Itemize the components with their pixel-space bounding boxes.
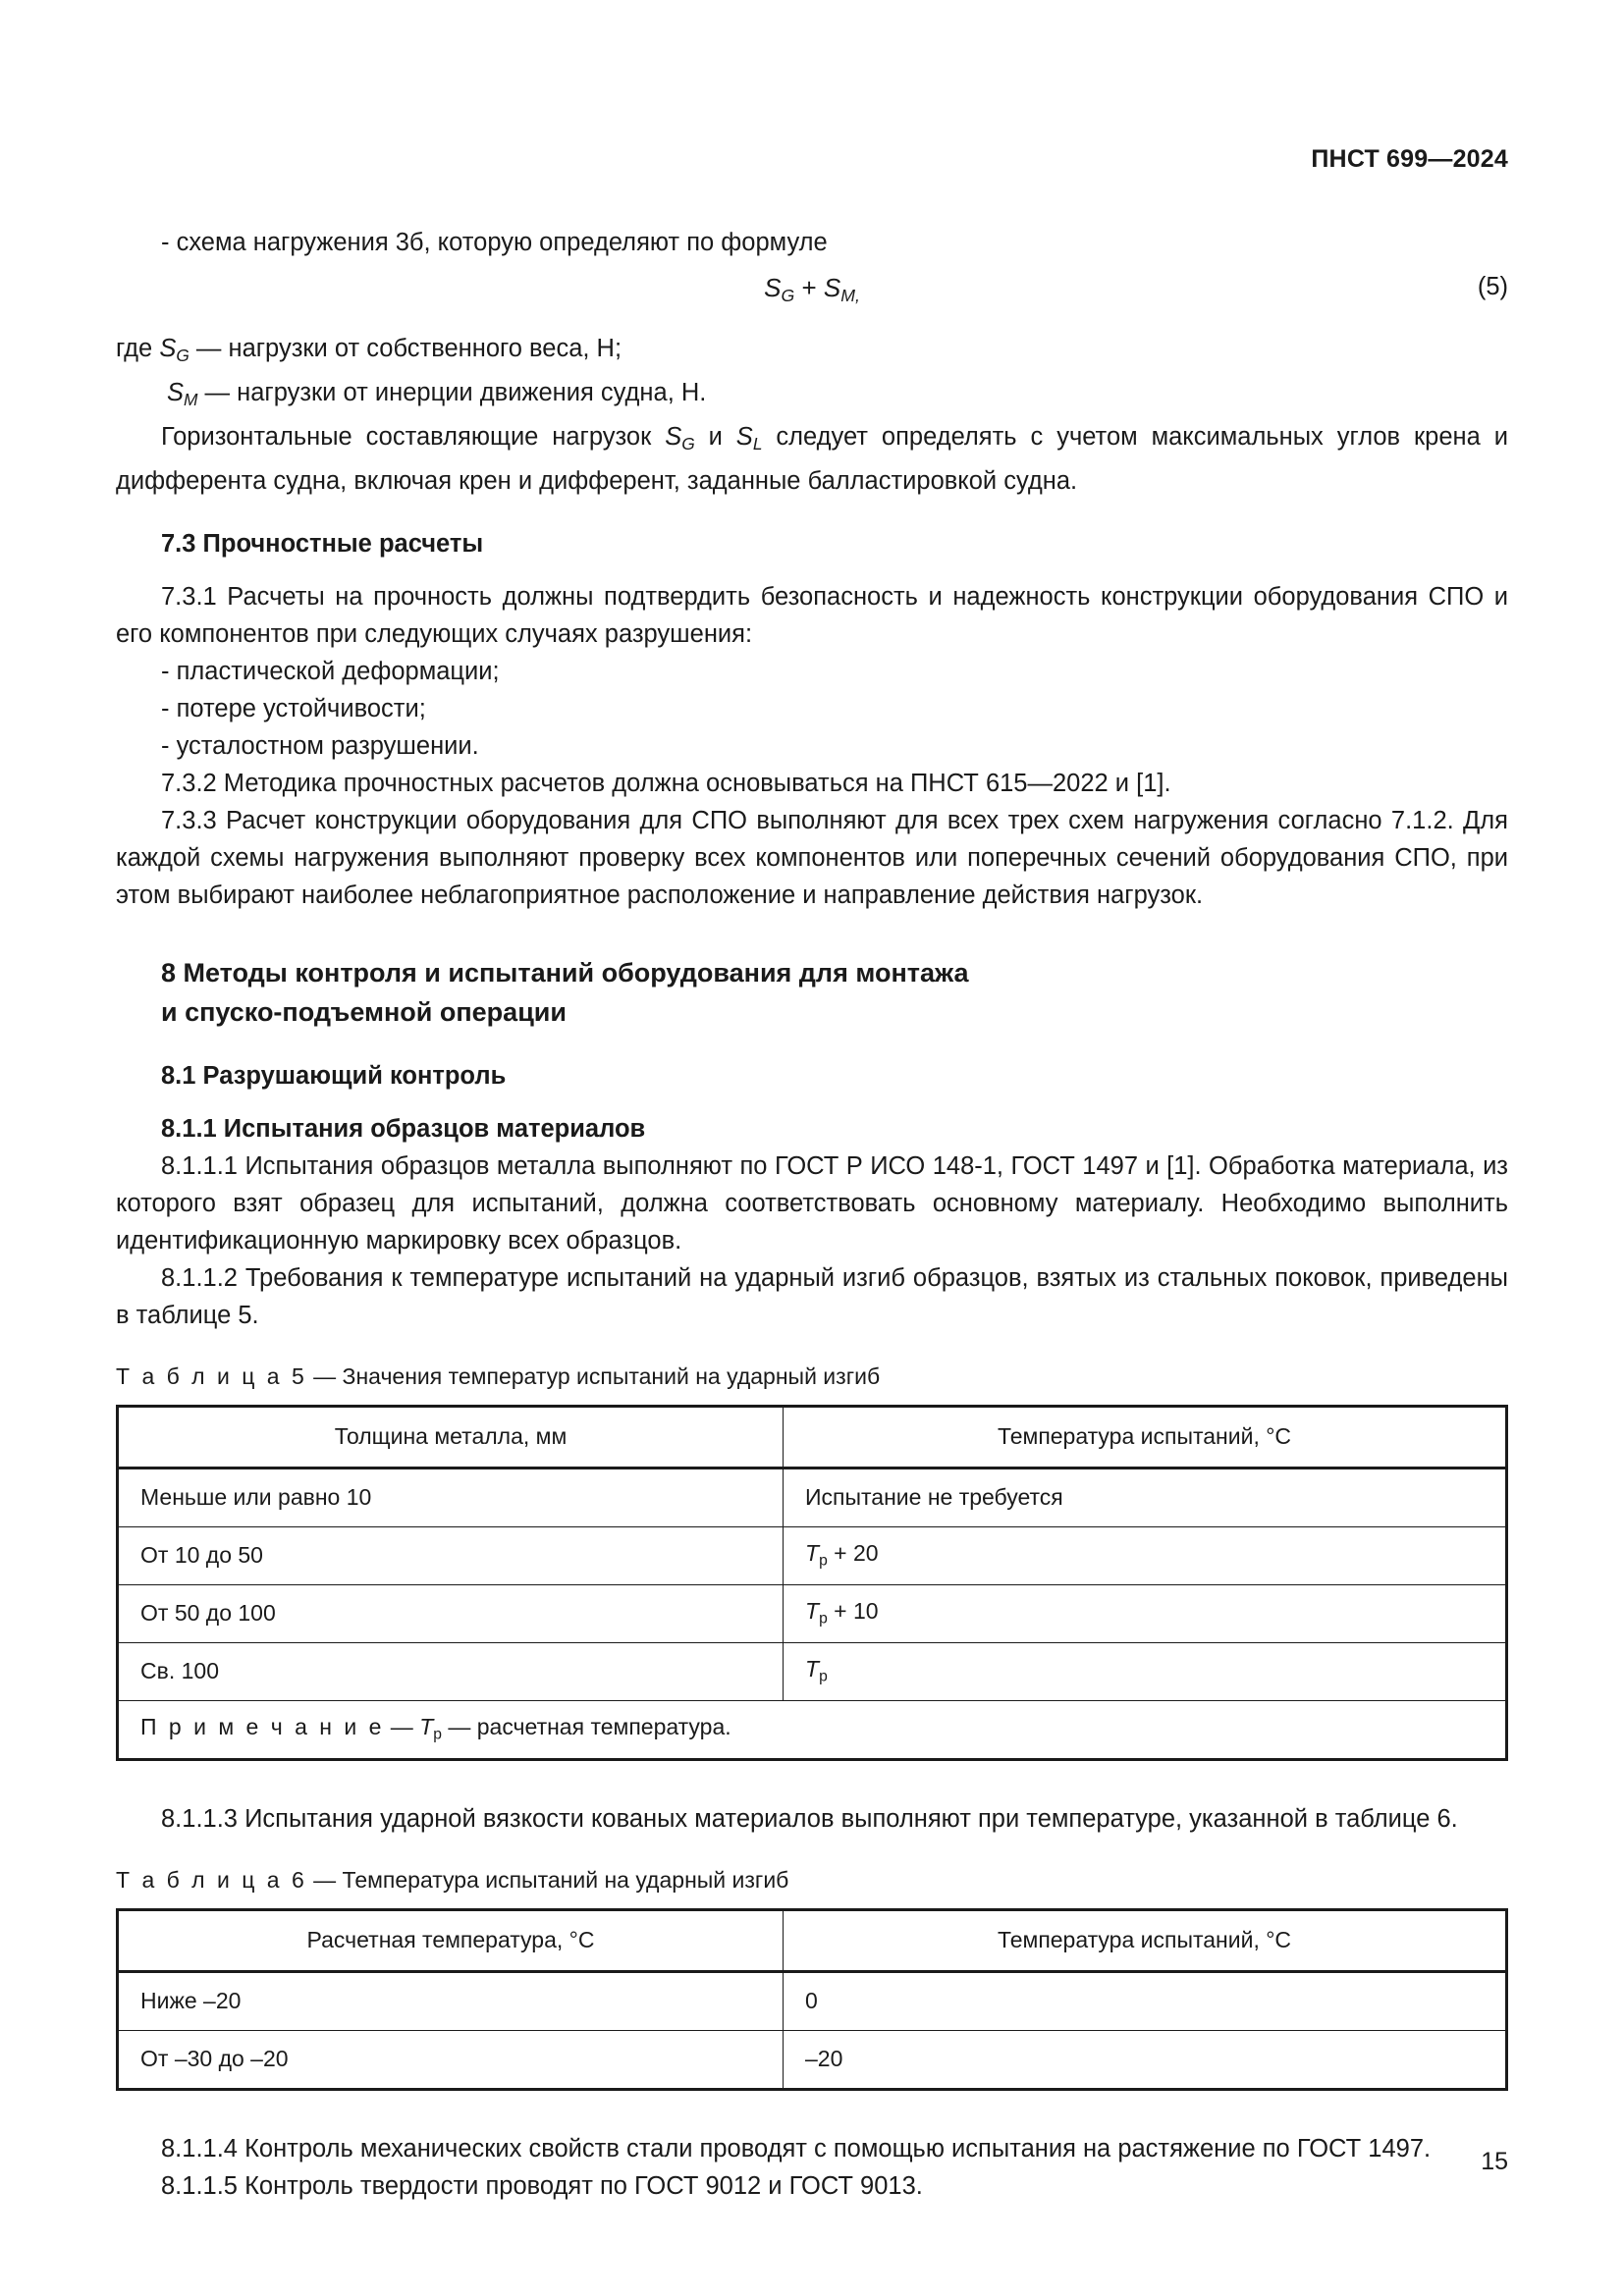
formula-5 (116, 273, 1508, 306)
where-symbol-sub-m: M (184, 389, 198, 409)
horizontal-symbol-s2: S (735, 422, 753, 451)
table-row (118, 1642, 1507, 1700)
page-header-doc-number: ПНСТ 699—2024 (1311, 145, 1508, 173)
horizontal-text-a: Горизонтальные составляющие нагрузок (161, 422, 666, 451)
table-5-note (118, 1700, 1507, 1759)
horizontal-symbol-s1: S (665, 422, 682, 451)
temp-symbol-t: T (805, 1540, 820, 1567)
table-row (118, 1468, 1507, 1526)
temp-symbol-t: T (805, 1598, 820, 1625)
where-symbol-sub-g: G (176, 345, 189, 365)
formula-sub-g: G (781, 285, 795, 305)
table-6-cell-design-2: От –30 до –20 (118, 2030, 784, 2089)
table-5-note-text: — расчетная температура. (441, 1714, 731, 1740)
where-text-m: — нагрузки от инерции движения судна, Н. (197, 378, 707, 406)
table-5-caption-text: — Значения температур испытаний на ударный изгиб (306, 1362, 881, 1389)
temp-sub-p: р (819, 1552, 828, 1570)
temp-offset: + 10 (827, 1598, 879, 1625)
temp-sub-p: р (819, 1610, 828, 1628)
horizontal-text-b: и (694, 422, 736, 451)
table-5-cell-thickness-2: От 10 до 50 (118, 1526, 784, 1584)
heading-7-3: 7.3 Прочностные расчеты (161, 529, 484, 558)
paragraph-7-3-2: 7.3.2 Методика прочностных расчетов должна основываться на ПНСТ 615—2022 и [1]. (161, 769, 1171, 797)
where-line-sm (167, 374, 1508, 418)
table-5-cell-thickness-4: Св. 100 (118, 1642, 784, 1700)
table-5-cell-thickness-3: От 50 до 100 (118, 1584, 784, 1642)
table-5-header-row (118, 1406, 1507, 1468)
paragraph-7-3-1: 7.3.1 Расчеты на прочность должны подтвердить безопасность и надежность конструкции оборудования СПО и его компонентов при следующих случаях разрушения: (116, 582, 1508, 648)
formula-symbol-s1: S (764, 273, 782, 302)
where-line-sg (116, 330, 1508, 374)
table-5-note-dash: — (384, 1714, 420, 1740)
temp-symbol-t: T (805, 1656, 820, 1682)
table-6-header-design-temp: Расчетная температура, °С (118, 1909, 784, 1971)
formula-operator-plus: + (794, 273, 824, 302)
table-6 (116, 1908, 1508, 2091)
temp-sub-p: р (819, 1668, 828, 1685)
table-5-caption-label: Т а б л и ц а 5 (116, 1362, 307, 1389)
table-row (118, 1971, 1507, 2030)
table-6-caption-label: Т а б л и ц а 6 (116, 1866, 307, 1893)
table-row (118, 2030, 1507, 2089)
table-5-cell-temp-1: Испытание не требуется (784, 1468, 1507, 1526)
heading-8-1-1: 8.1.1 Испытания образцов материалов (161, 1114, 646, 1143)
heading-section-8-line1: 8 Методы контроля и испытаний оборудования для монтажа (161, 957, 969, 988)
bullet-fatigue-failure: - усталостном разрушении. (161, 731, 479, 760)
heading-section-8-line2: и спуско-подъемной операции (161, 996, 567, 1027)
bullet-stability-loss: - потере устойчивости; (161, 694, 426, 722)
paragraph-8-1-1-4: 8.1.1.4 Контроль механических свойств стали проводят с помощью испытания на растяжение по ГОСТ 1497. (161, 2134, 1432, 2163)
heading-8-1: 8.1 Разрушающий контроль (161, 1061, 507, 1090)
table-6-cell-test-2: –20 (784, 2030, 1507, 2089)
where-prefix: где (116, 335, 160, 362)
temp-offset: + 20 (827, 1540, 879, 1567)
table-5-cell-temp-3 (784, 1584, 1507, 1642)
table-6-caption (116, 1863, 1508, 1896)
table-6-caption-text: — Температура испытаний на ударный изгиб (306, 1866, 789, 1893)
table-6-header-test-temp: Температура испытаний, °С (784, 1909, 1507, 1971)
formula-sub-m: M, (840, 285, 860, 305)
where-symbol-s2: S (167, 378, 185, 406)
table-5-note-row (118, 1700, 1507, 1759)
table-5-note-sub-p: р (433, 1726, 442, 1743)
bullet-loading-scheme: - схема нагружения 3б, которую определяют по формуле (161, 229, 828, 256)
formula-5-number: (5) (1477, 273, 1508, 300)
formula-5-row (116, 273, 1508, 324)
table-5-header-thickness: Толщина металла, мм (118, 1406, 784, 1468)
horizontal-sub-g: G (681, 433, 695, 454)
page-content (116, 224, 1508, 2205)
formula-symbol-s2: S (823, 273, 841, 302)
table-5-note-label: П р и м е ч а н и е (140, 1714, 385, 1740)
paragraph-8-1-1-5: 8.1.1.5 Контроль твердости проводят по ГОСТ 9012 и ГОСТ 9013. (161, 2171, 923, 2200)
table-5-header-temperature: Температура испытаний, °С (784, 1406, 1507, 1468)
table-5 (116, 1405, 1508, 1761)
horizontal-text-c: следует определять с учетом максимальных углов крена и дифферента судна, включая крен и дифферент, заданные балластировкой судна. (116, 422, 1508, 495)
page-number: 15 (1481, 2148, 1508, 2175)
table-5-caption (116, 1360, 1508, 1393)
where-text-g: — нагрузки от собственного веса, Н; (189, 335, 623, 362)
table-6-header-row (118, 1909, 1507, 1971)
table-6-cell-test-1: 0 (784, 1971, 1507, 2030)
table-row (118, 1526, 1507, 1584)
table-5-note-symbol-t: T (419, 1714, 434, 1740)
table-5-cell-temp-4 (784, 1642, 1507, 1700)
paragraph-8-1-1-1: 8.1.1.1 Испытания образцов металла выполняют по ГОСТ Р ИСО 148-1, ГОСТ 1497 и [1]. Обработка материала, из которого взят образец для испытаний, должна соответствовать основному материалу. Необходимо выполнить идентификационную маркировку всех образцов. (116, 1151, 1508, 1255)
paragraph-8-1-1-3: 8.1.1.3 Испытания ударной вязкости кованых материалов выполняют при температуре, указанной в таблице 6. (161, 1804, 1458, 1833)
where-symbol-s: S (159, 335, 177, 362)
paragraph-7-3-3: 7.3.3 Расчет конструкции оборудования для СПО выполняют для всех трех схем нагружения согласно 7.1.2. Для каждой схемы нагружения выполняют проверку всех компонентов или поперечных сечений оборудования СПО, при этом выбирают наиболее неблагоприятное расположение и направление действия нагрузок. (116, 806, 1508, 909)
bullet-plastic-deformation: - пластической деформации; (161, 657, 500, 685)
table-row (118, 1584, 1507, 1642)
table-5-cell-temp-2 (784, 1526, 1507, 1584)
horizontal-sub-l: L (752, 433, 763, 454)
table-6-cell-design-1: Ниже –20 (118, 1971, 784, 2030)
table-5-cell-thickness-1: Меньше или равно 10 (118, 1468, 784, 1526)
paragraph-8-1-1-2: 8.1.1.2 Требования к температуре испытаний на ударный изгиб образцов, взятых из стальных поковок, приведены в таблице 5. (116, 1263, 1508, 1329)
paragraph-horizontal-components (116, 418, 1508, 500)
